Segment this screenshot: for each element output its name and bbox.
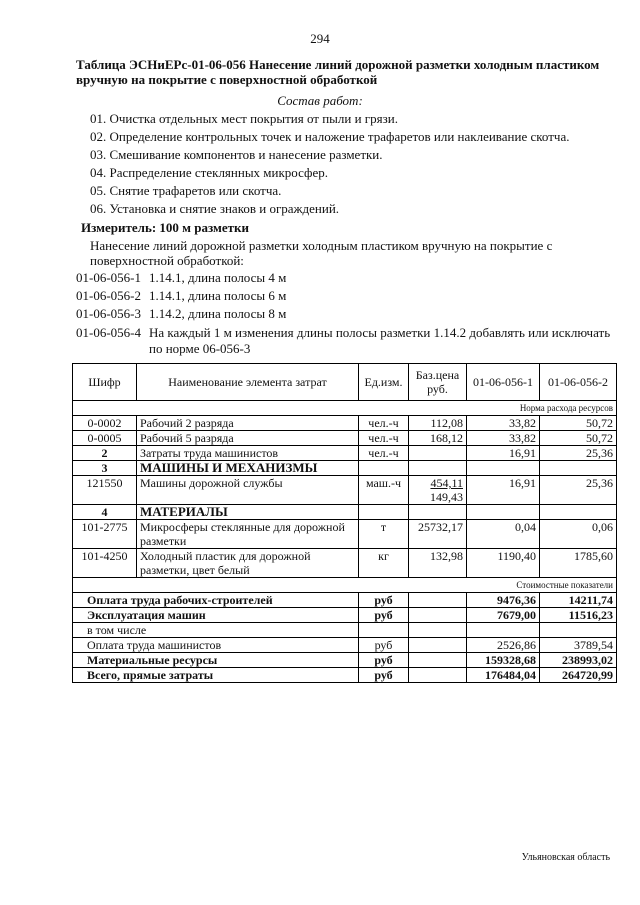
row-value-1: 16,91 — [467, 476, 540, 505]
work-step: 05. Снятие трафаретов или скотча. — [90, 183, 282, 198]
cost-unit: руб — [359, 608, 409, 623]
work-step: 01. Очистка отдельных мест покрытия от пыли и грязи. — [90, 111, 398, 126]
empty-cell — [409, 505, 467, 520]
table-row — [73, 416, 617, 431]
composition-heading: Состав работ: — [277, 93, 363, 108]
price-base: 454,11 — [430, 476, 463, 490]
row-name: Затраты труда машинистов — [137, 446, 359, 461]
variant-desc: 1.14.1, длина полосы 4 м — [149, 270, 287, 285]
empty-cell — [409, 608, 467, 623]
cost-row — [73, 653, 617, 668]
cost-value-1: 9476,36 — [467, 593, 540, 608]
cost-row — [73, 623, 617, 638]
table-row — [73, 520, 617, 549]
header-name: Наименование элемента затрат — [137, 364, 359, 401]
cost-name: Всего, прямые затраты — [73, 668, 359, 683]
table-row — [73, 476, 617, 505]
row-name: Рабочий 2 разряда — [137, 416, 359, 431]
work-step: 06. Установка и снятие знаков и ограждений. — [90, 201, 340, 216]
cost-name: Материальные ресурсы — [73, 653, 359, 668]
row-value-1: 16,91 — [467, 446, 540, 461]
cost-value-2: 11516,23 — [540, 608, 617, 623]
section-title: МАШИНЫ И МЕХАНИЗМЫ — [137, 461, 359, 476]
section-row-machines — [73, 461, 617, 476]
section-number: 3 — [73, 461, 137, 476]
cost-value-2: 264720,99 — [540, 668, 617, 683]
row-price: 25732,17 — [409, 520, 467, 549]
table-row — [73, 549, 617, 578]
intro-text: Нанесение линий дорожной разметки холодным пластиком вручную на покрытие с поверхностной обработкой: — [90, 238, 553, 268]
table-title: Таблица ЭСНиЕРс-01-06-056 Нанесение линий дорожной разметки холодным пластиком вручную на покрытие с поверхностной обработкой — [76, 57, 600, 87]
row-unit: т — [359, 520, 409, 549]
row-value-1: 1190,40 — [467, 549, 540, 578]
header-variant-1: 01-06-056-1 — [467, 364, 540, 401]
section-number: 4 — [73, 505, 137, 520]
variant-code: 01-06-056-3 — [76, 306, 141, 321]
cost-unit: руб — [359, 668, 409, 683]
empty-cell — [409, 668, 467, 683]
empty-cell — [359, 505, 409, 520]
row-code: 0-0005 — [73, 431, 137, 446]
footer-region: Ульяновская область — [521, 852, 610, 863]
empty-cell — [467, 505, 540, 520]
cost-row — [73, 638, 617, 653]
row-unit: чел.-ч — [359, 416, 409, 431]
header-unit: Ед.изм. — [359, 364, 409, 401]
work-step: 04. Распределение стеклянных микросфер. — [90, 165, 328, 180]
table-row — [73, 431, 617, 446]
cost-value-2: 238993,02 — [540, 653, 617, 668]
row-name: Рабочий 5 разряда — [137, 431, 359, 446]
cost-value-2: 3789,54 — [540, 638, 617, 653]
row-code: 101-2775 — [73, 520, 137, 549]
empty-cell — [409, 461, 467, 476]
header-price: Баз.цена руб. — [409, 364, 467, 401]
empty-cell — [409, 638, 467, 653]
row-price: 132,98 — [409, 549, 467, 578]
variant-code: 01-06-056-1 — [76, 270, 141, 285]
row-value-2: 50,72 — [540, 431, 617, 446]
variant-code: 01-06-056-4 — [76, 325, 141, 340]
variant-code: 01-06-056-2 — [76, 288, 141, 303]
row-unit: чел.-ч — [359, 446, 409, 461]
row-value-1: 0,04 — [467, 520, 540, 549]
empty-cell — [409, 623, 467, 638]
work-step: 03. Смешивание компонентов и нанесение разметки. — [90, 147, 383, 162]
cost-name: в том числе — [73, 623, 359, 638]
cost-value-1: 159328,68 — [467, 653, 540, 668]
row-value-1: 33,82 — [467, 431, 540, 446]
row-price: 112,08 — [409, 416, 467, 431]
cost-value-1 — [467, 623, 540, 638]
row-name: Микросферы стеклянные для дорожной разметки — [137, 520, 359, 549]
cost-value-1: 176484,04 — [467, 668, 540, 683]
cost-unit: руб — [359, 638, 409, 653]
variant-desc: 1.14.2, длина полосы 8 м — [149, 306, 287, 321]
cost-unit: руб — [359, 593, 409, 608]
cost-name: Эксплуатация машин — [73, 608, 359, 623]
row-value-2: 50,72 — [540, 416, 617, 431]
empty-cell — [409, 593, 467, 608]
row-value-2: 1785,60 — [540, 549, 617, 578]
cost-label-row — [73, 578, 617, 593]
cost-label: Стоимостные показатели — [73, 578, 617, 593]
cost-value-1: 2526,86 — [467, 638, 540, 653]
norm-label: Норма расхода ресурсов — [73, 401, 617, 416]
empty-cell — [359, 461, 409, 476]
header-code: Шифр — [73, 364, 137, 401]
table-header-row — [73, 364, 617, 401]
row-code: 2 — [73, 446, 137, 461]
variant-desc: 1.14.1, длина полосы 6 м — [149, 288, 287, 303]
row-value-2: 25,36 — [540, 446, 617, 461]
cost-name: Оплата труда рабочих-строителей — [73, 593, 359, 608]
page-number: 294 — [310, 31, 330, 46]
empty-cell — [409, 653, 467, 668]
cost-value-2 — [540, 623, 617, 638]
empty-cell — [540, 461, 617, 476]
empty-cell — [467, 461, 540, 476]
cost-value-1: 7679,00 — [467, 608, 540, 623]
norm-label-row — [73, 401, 617, 416]
resource-table — [72, 363, 617, 683]
table-row — [73, 446, 617, 461]
variant-desc: На каждый 1 м изменения длины полосы разметки 1.14.2 добавлять или исключать по норме 06-056-3 — [149, 325, 611, 356]
row-value-1: 33,82 — [467, 416, 540, 431]
cost-unit: руб — [359, 653, 409, 668]
cost-value-2: 14211,74 — [540, 593, 617, 608]
row-unit: маш.-ч — [359, 476, 409, 505]
cost-row — [73, 668, 617, 683]
cost-name: Оплата труда машинистов — [73, 638, 359, 653]
row-price — [409, 446, 467, 461]
work-step: 02. Определение контрольных точек и наложение трафаретов или наклеивание скотча. — [90, 129, 570, 144]
row-name: Машины дорожной службы — [137, 476, 359, 505]
row-price: 168,12 — [409, 431, 467, 446]
row-code: 121550 — [73, 476, 137, 505]
header-variant-2: 01-06-056-2 — [540, 364, 617, 401]
row-unit: кг — [359, 549, 409, 578]
row-value-2: 0,06 — [540, 520, 617, 549]
row-value-2: 25,36 — [540, 476, 617, 505]
row-code: 101-4250 — [73, 549, 137, 578]
row-price — [409, 476, 467, 505]
row-unit: чел.-ч — [359, 431, 409, 446]
cost-unit — [359, 623, 409, 638]
empty-cell — [540, 505, 617, 520]
row-code: 0-0002 — [73, 416, 137, 431]
row-name: Холодный пластик для дорожной разметки, цвет белый — [137, 549, 359, 578]
section-title: МАТЕРИАЛЫ — [137, 505, 359, 520]
cost-row — [73, 593, 617, 608]
measure-unit: Измеритель: 100 м разметки — [81, 220, 250, 235]
section-row-materials — [73, 505, 617, 520]
price-wage: 149,43 — [430, 490, 463, 504]
cost-row — [73, 608, 617, 623]
